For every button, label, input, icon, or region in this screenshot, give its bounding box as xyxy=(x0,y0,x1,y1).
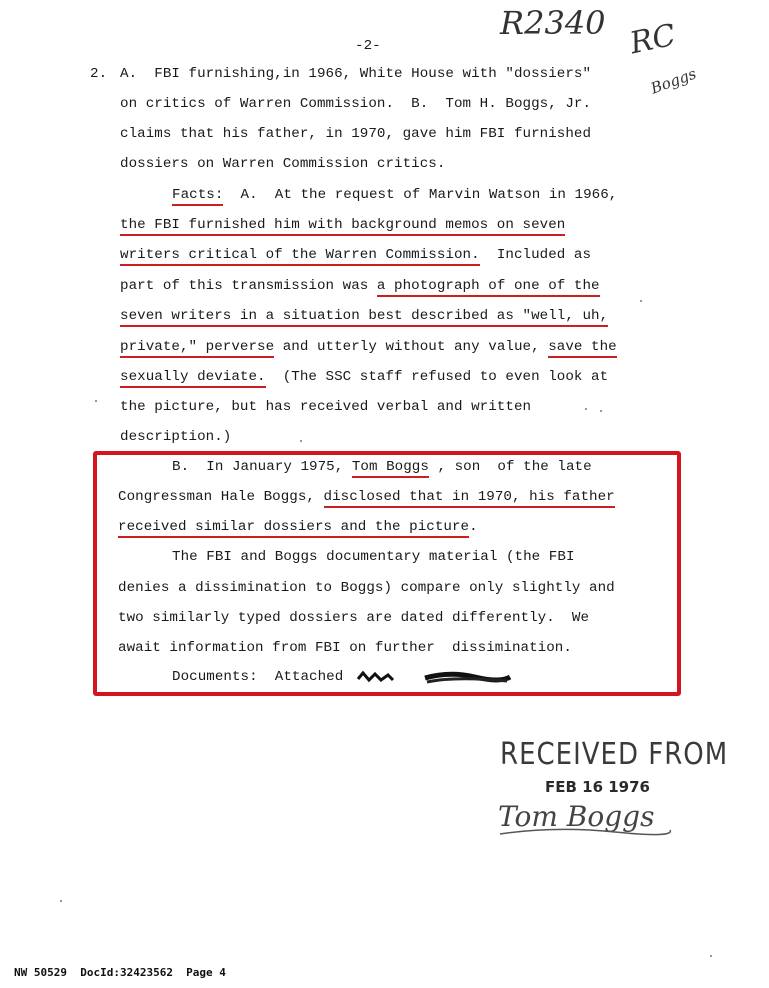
scan-speck xyxy=(300,440,302,442)
signature: Tom Boggs xyxy=(498,800,655,833)
intro-line-3: claims that his father, in 1970, gave him FBI furnished xyxy=(120,126,592,142)
comparison-line-2: denies a dissimination to Boggs) compare only slightly and xyxy=(118,580,615,596)
facts-a-line-7: sexually deviate. (The SSC staff refused to even look at xyxy=(120,368,608,386)
facts-a-line-3: writers critical of the Warren Commission. Included as xyxy=(120,246,591,264)
scan-speck xyxy=(585,408,587,410)
page-marker: -2- xyxy=(355,38,381,54)
facts-b-line-3: received similar dossiers and the picture. xyxy=(118,518,478,536)
scan-speck xyxy=(600,410,602,412)
facts-a-line-6: private," perverse and utterly without any value, save the xyxy=(120,338,617,356)
scan-speck xyxy=(60,900,62,902)
facts-a-line-4: part of this transmission was a photograph of one of the xyxy=(120,277,600,295)
intro-line-2: on critics of Warren Commission. B. Tom H. Boggs, Jr. xyxy=(120,96,592,112)
facts-a-line-2: the FBI furnished him with background memos on seven xyxy=(120,216,565,234)
tom-boggs-name: Tom Boggs xyxy=(352,459,429,478)
received-date: FEB 16 1976 xyxy=(545,778,650,796)
facts-label: Facts: xyxy=(172,187,223,206)
scan-speck xyxy=(640,300,642,302)
facts-b-line-1: B. In January 1975, Tom Boggs , son of the late xyxy=(172,458,592,476)
comparison-line-4: await information from FBI on further dissimination. xyxy=(118,640,572,656)
item-number: 2. xyxy=(90,66,108,82)
intro-line-4: dossiers on Warren Commission critics. xyxy=(120,156,446,172)
received-stamp: RECEIVED FROM xyxy=(500,737,729,773)
facts-b-line-2: Congressman Hale Boggs, disclosed that in 1970, his father xyxy=(118,488,615,506)
scan-speck xyxy=(710,955,712,957)
comparison-line-3: two similarly typed dossiers are dated differently. We xyxy=(118,610,590,626)
facts-a-line-5: seven writers in a situation best described as "well, uh, xyxy=(120,307,608,325)
comparison-line-1: The FBI and Boggs documentary material (the FBI xyxy=(172,549,575,565)
facts-a-line-1: Facts: A. At the request of Marvin Watson in 1966, xyxy=(172,186,617,204)
facts-a-line-9: description.) xyxy=(120,429,232,445)
redaction-scribble xyxy=(355,668,515,686)
handwritten-initials: RC xyxy=(626,17,679,62)
handwritten-margin-note: Boggs xyxy=(648,64,699,98)
intro-line-1: A. FBI furnishing,in 1966, White House with "dossiers" xyxy=(120,66,592,82)
handwritten-number: R2340 xyxy=(500,4,606,42)
signature-underline xyxy=(495,822,675,842)
facts-a-line-8: the picture, but has received verbal and written xyxy=(120,399,532,415)
documents-label: Documents: Attached xyxy=(172,669,344,685)
footer-docid: NW 50529 DocId:32423562 Page 4 xyxy=(14,966,226,979)
scan-speck xyxy=(95,400,97,402)
